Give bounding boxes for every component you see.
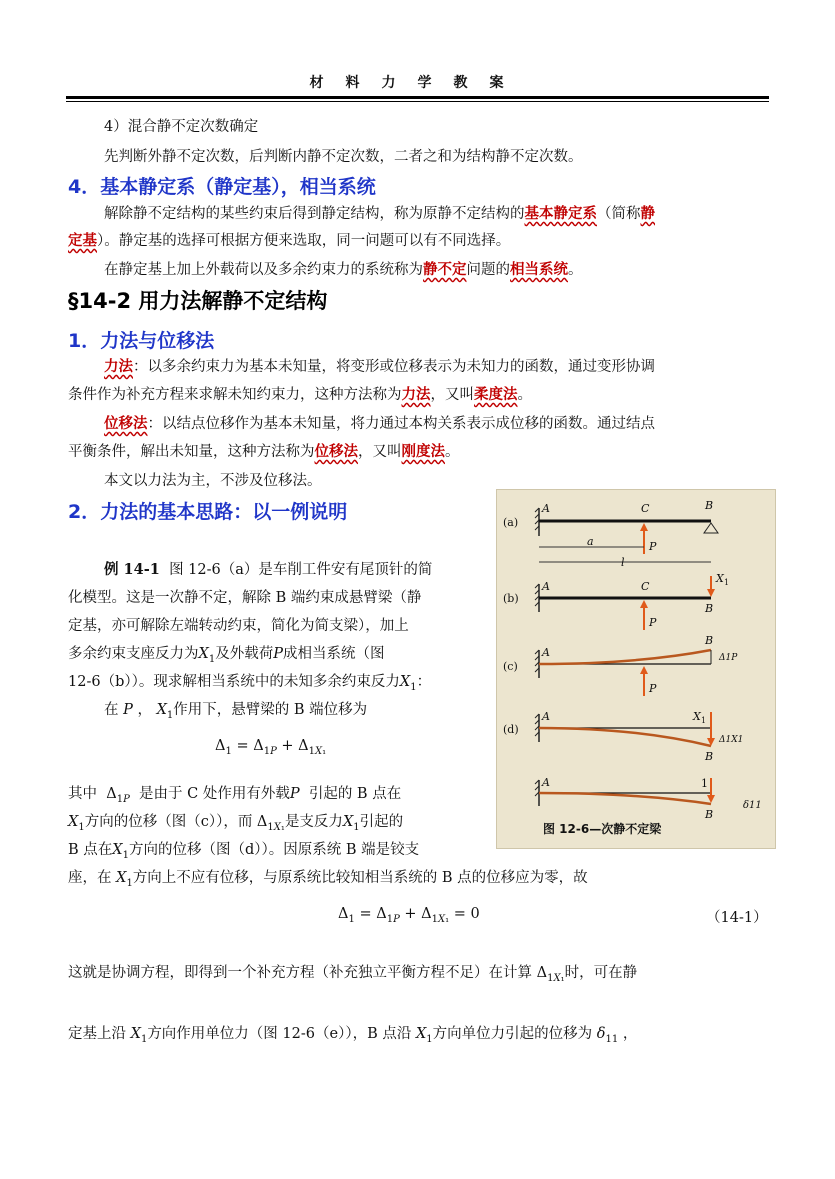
beam-figure — [496, 489, 776, 849]
term-highlight: 位移法 — [314, 443, 358, 460]
paragraph-line: 力法：以多余约束力为基本未知量，将变形或位移表示为未知力的函数，通过变形协调 — [104, 358, 655, 375]
svg-text:B: B — [705, 602, 714, 615]
svg-text:A: A — [542, 502, 550, 515]
svg-text:P: P — [649, 616, 657, 629]
paragraph-line: 这就是协调方程，即得到一个补充方程（补充独立平衡方程不足）在计算 $\Delta_{1X_1}$时，可在静 — [68, 965, 638, 984]
section-heading: 4．基本静定系（静定基），相当系统 — [68, 176, 376, 198]
paragraph-line: 其中 $\Delta_{1P}$ 是由于 C 处作用有外载P 引起的 B 点在 — [68, 786, 402, 805]
header-rule-thin — [66, 101, 769, 102]
svg-text:B: B — [705, 634, 714, 647]
svg-text:l: l — [621, 556, 625, 569]
subsection-heading: 4）混合静不定次数确定 — [104, 119, 259, 135]
svg-text:C: C — [641, 580, 650, 593]
term-highlight: 刚度法 — [401, 443, 445, 460]
paragraph-line: 定基，亦可解除左端转动约束，简化为简支梁），加上 — [68, 618, 409, 634]
section-heading: 1．力法与位移法 — [68, 330, 215, 352]
svg-text:Δ1X1: Δ1X1 — [719, 735, 744, 745]
paragraph-line: 多余约束支座反力为$X_1$及外载荷P成相当系统（图 — [68, 646, 385, 665]
svg-text:δ11: δ11 — [743, 800, 762, 811]
paragraph: 先判断外静不定次数，后判断内静不定次数，二者之和为结构静不定次数。 — [104, 149, 583, 165]
paragraph-line: 解除静不定结构的某些约束后得到静定结构，称为原静不定结构的基本静定系（简称静 — [104, 205, 655, 222]
equation: $\Delta_1 = \Delta_{1P} + \Delta_{1X_1} = 0$ — [338, 906, 480, 925]
example-label: 例 14-1 — [104, 561, 160, 578]
equation: $\Delta_1 = \Delta_{1P} + \Delta_{1X_1}$ — [215, 738, 327, 757]
paragraph-line: 在 P ， $X_1$作用下，悬臂梁的 B 端位移为 — [104, 702, 368, 721]
svg-text:1: 1 — [701, 777, 708, 790]
svg-text:A: A — [542, 710, 550, 723]
beam-diagram — [497, 490, 775, 848]
term-highlight: 相当系统 — [510, 261, 568, 278]
fig-label-a: (a) — [503, 516, 519, 529]
term-highlight: 静不定 — [423, 261, 467, 278]
term-highlight: 力法 — [401, 386, 431, 403]
term-highlight: 位移法 — [104, 415, 148, 432]
svg-text:B: B — [705, 499, 714, 512]
svg-text:A: A — [542, 776, 550, 789]
fig-label-b: (b) — [503, 592, 519, 605]
term-highlight: 静 — [640, 205, 655, 222]
svg-text:X: X — [693, 710, 701, 723]
svg-text:A: A — [542, 646, 550, 659]
svg-text:C: C — [641, 502, 650, 515]
paragraph-line: 化模型。这是一次静不定，解除 B 端约束成悬臂梁（静 — [68, 590, 422, 606]
svg-text:P: P — [649, 682, 657, 695]
svg-text:X: X — [716, 572, 724, 585]
paragraph: 本文以力法为主，不涉及位移法。 — [104, 473, 322, 489]
paragraph-line: 例 14-1 图 12-6（a）是车削工件安有尾顶针的简 — [104, 561, 433, 578]
svg-text:A: A — [542, 580, 550, 593]
fig-label-c: (c) — [503, 660, 518, 673]
chapter-heading: §14-2 用力法解静不定结构 — [68, 289, 328, 313]
paragraph-line: 在静定基上加上外载荷以及多余约束力的系统称为静不定问题的相当系统。 — [104, 261, 583, 278]
svg-text:1: 1 — [724, 578, 730, 587]
paragraph-line: 平衡条件，解出未知量，这种方法称为位移法，又叫刚度法。 — [68, 443, 460, 460]
figure-caption: 图 12-6—次静不定梁 — [543, 822, 662, 836]
fig-label-d: (d) — [503, 723, 519, 736]
paragraph-line: 定基）。静定基的选择可根据方便来选取，同一问题可以有不同选择。 — [68, 232, 511, 249]
paragraph-line: 定基上沿 $X_1$方向作用单位力（图 12-6（e）），B 点沿 $X_1$方向单位力引起的位移为 $\delta_{11}$ ， — [68, 1026, 638, 1045]
paragraph-line: 12-6（b））。现求解相当系统中的未知多余约束反力$X_1$： — [68, 674, 432, 693]
section-heading: 2．力法的基本思路：以一例说明 — [68, 501, 348, 523]
paragraph-line: 座，在 $X_1$方向上不应有位移，与原系统比较知相当系统的 B 点的位移应为零，故 — [68, 870, 588, 889]
svg-text:1: 1 — [701, 716, 707, 725]
term-highlight: 基本静定系 — [524, 205, 597, 222]
svg-text:Δ1P: Δ1P — [719, 653, 738, 663]
svg-text:P: P — [649, 540, 657, 553]
svg-text:B: B — [705, 750, 714, 763]
term-highlight: 柔度法 — [474, 386, 518, 403]
header-rule-thick — [66, 96, 769, 99]
page-header-title: 材料力学教案 — [309, 75, 526, 91]
paragraph-line: B 点在$X_1$方向的位移（图（d））。因原系统 B 端是铰支 — [68, 842, 420, 861]
term-highlight: 力法 — [104, 358, 133, 375]
svg-text:a: a — [587, 535, 594, 548]
paragraph-line: $X_1$方向的位移（图（c）），而 $\Delta_{1X_1}$是支反力$X_1$引起的 — [68, 814, 404, 833]
term-highlight: 定基 — [68, 232, 97, 249]
paragraph-line: 条件作为补充方程来求解未知约束力，这种方法称为力法，又叫柔度法。 — [68, 386, 532, 403]
paragraph-line: 位移法：以结点位移作为基本未知量，将力通过本构关系表示成位移的函数。通过结点 — [104, 415, 655, 432]
equation-number: （14-1） — [706, 910, 768, 926]
svg-text:B: B — [705, 808, 714, 821]
